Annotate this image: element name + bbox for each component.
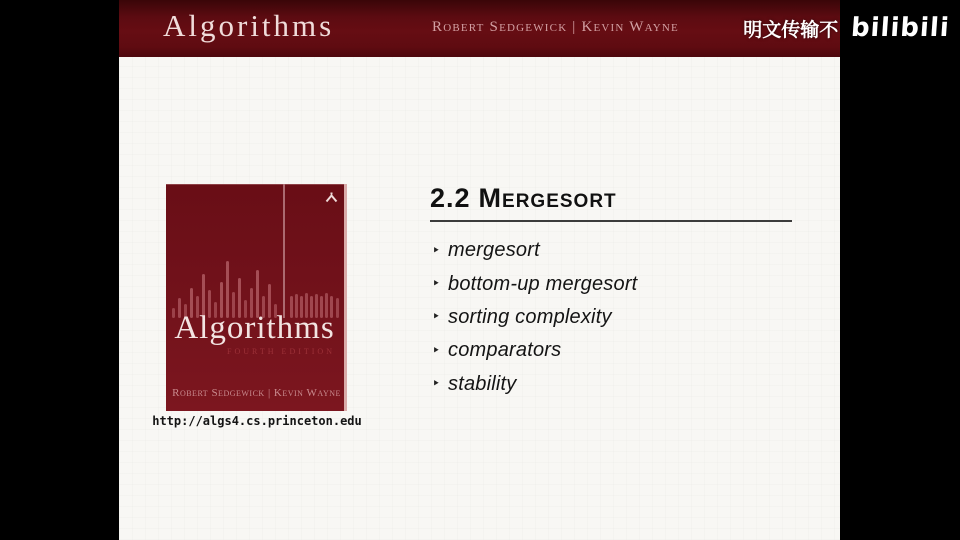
book-cover: [166, 184, 347, 411]
slide-canvas: [119, 57, 840, 540]
topic-item-label: sorting complexity: [448, 305, 612, 328]
course-url: http://algs4.cs.princeton.edu: [152, 414, 362, 428]
bullet-triangle-icon: ‣: [432, 242, 441, 259]
topic-item: [432, 368, 637, 401]
watermark: [743, 13, 950, 43]
topic-list: [432, 234, 637, 401]
topic-item-label: stability: [448, 372, 517, 395]
book-cover-edition: FOURTH EDITION: [227, 347, 335, 356]
section-heading: [430, 181, 617, 215]
bullet-triangle-icon: ‣: [432, 276, 441, 293]
topic-item: [432, 334, 637, 367]
book-cover-waveform: [166, 184, 347, 324]
bullet-triangle-icon: ‣: [432, 342, 441, 359]
lecture-header-bar: [119, 0, 840, 57]
course-authors: Robert Sedgewick | Kevin Wayne: [432, 19, 679, 35]
book-cover-authors: Robert Sedgewick | Kevin Wayne: [172, 387, 341, 399]
bullet-triangle-icon: ‣: [432, 309, 441, 326]
topic-item: [432, 301, 637, 334]
topic-item-label: comparators: [448, 339, 562, 362]
bullet-triangle-icon: ‣: [432, 376, 441, 393]
bilibili-logo-icon: bilibili: [850, 13, 952, 43]
topic-item: [432, 267, 637, 300]
heading-rule: [430, 220, 792, 222]
topic-item: [432, 234, 637, 267]
section-title: Mergesort: [478, 183, 617, 213]
topic-item-label: bottom-up mergesort: [448, 272, 638, 295]
watermark-caption: 明文传输不: [743, 18, 839, 41]
topic-item-label: mergesort: [448, 239, 540, 262]
course-brand-title: Algorithms: [163, 8, 335, 43]
book-cover-title: Algorithms: [174, 310, 335, 346]
section-number: 2.2: [430, 183, 471, 213]
